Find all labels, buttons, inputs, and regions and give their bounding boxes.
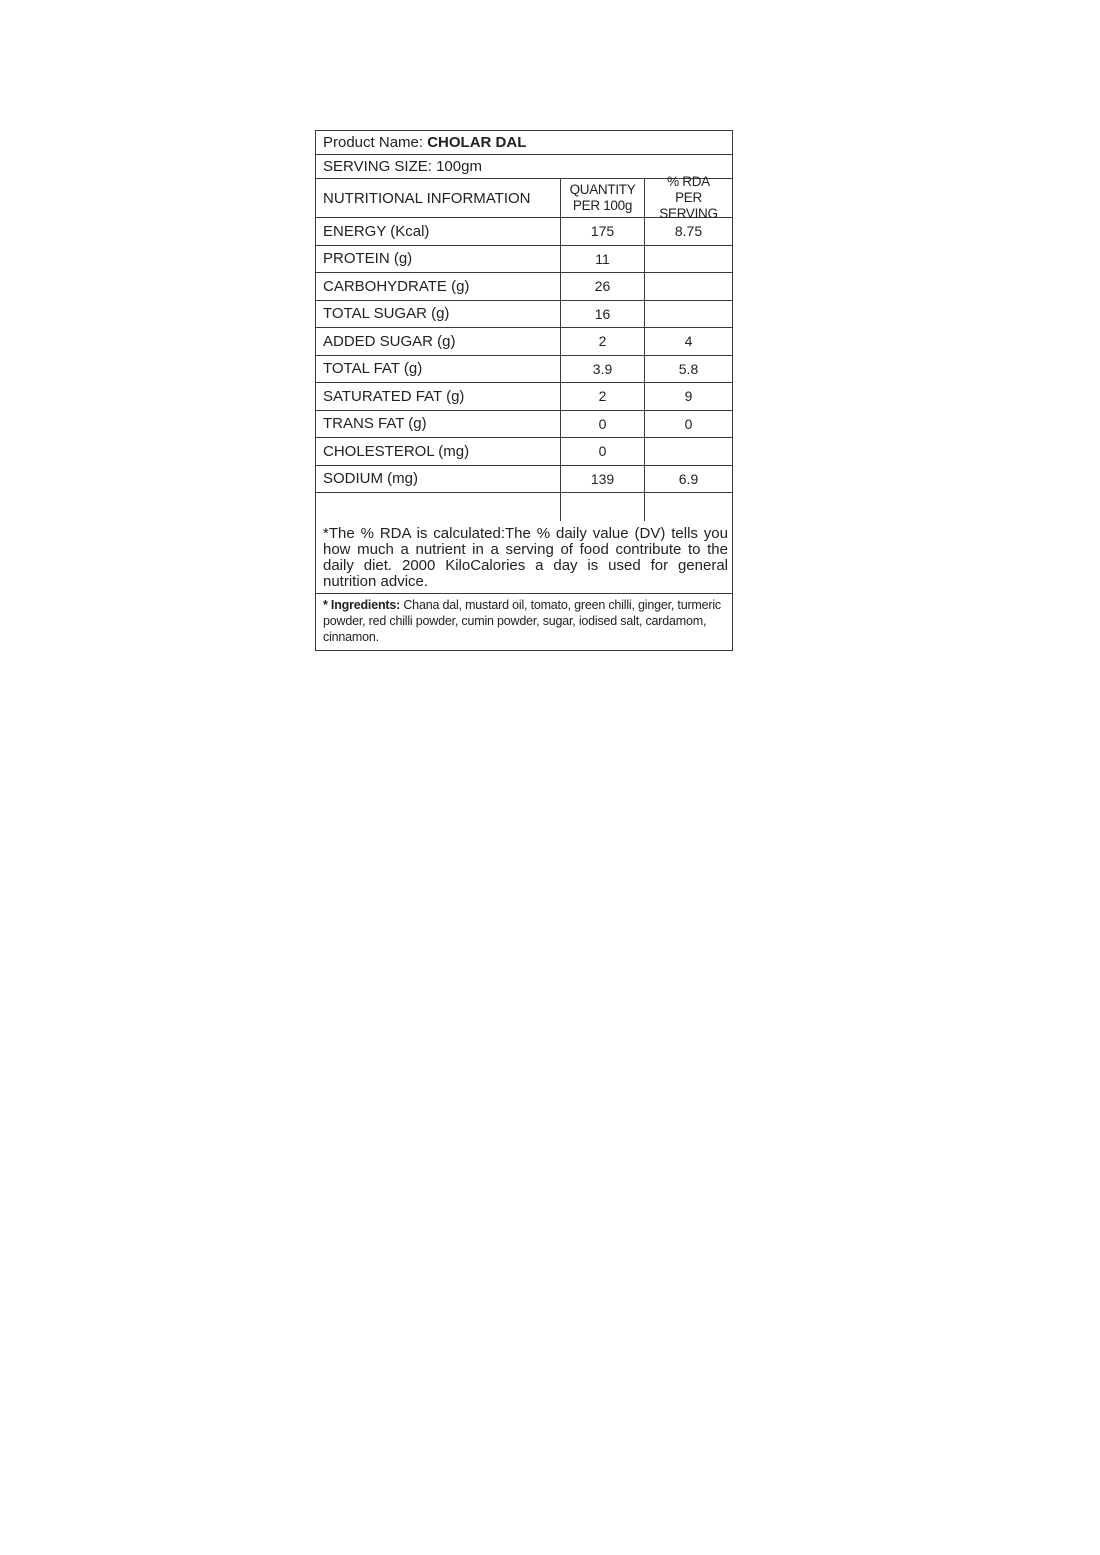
rda-value: 9: [684, 388, 693, 405]
nutrition-label: [315, 130, 733, 651]
table-row: [316, 383, 732, 411]
nutrient-name: TRANS FAT (g): [316, 411, 561, 438]
rda-value: 0: [684, 415, 693, 432]
nutrient-name: TOTAL SUGAR (g): [316, 301, 561, 328]
rda-value: [645, 493, 732, 521]
table-row: [316, 246, 732, 274]
nutrient-name: TOTAL FAT (g): [316, 356, 561, 383]
quantity-value: 3.9: [561, 356, 645, 383]
header-rda-line1: % RDA: [667, 174, 710, 189]
rda-value: [645, 246, 732, 273]
nutrient-name: ENERGY (Kcal): [316, 218, 561, 245]
table-row: [316, 438, 732, 466]
quantity-value: 2: [561, 383, 645, 410]
table-row: [316, 466, 732, 494]
product-name-label: Product Name:: [323, 134, 424, 151]
header-rda-line2: PER SERVING: [659, 190, 718, 221]
quantity-value: 16: [561, 301, 645, 328]
nutrient-rows: [316, 218, 732, 521]
serving-size: SERVING SIZE: 100gm: [323, 158, 482, 175]
header-quantity-line2: PER 100g: [572, 198, 633, 213]
rda-value: 5.8: [678, 360, 699, 377]
header-quantity: [561, 179, 645, 217]
rda-value: 6.9: [678, 470, 699, 487]
quantity-value: 0: [561, 438, 645, 465]
rda-value: [645, 301, 732, 328]
quantity-value: 0: [561, 411, 645, 438]
table-row: [316, 493, 732, 521]
quantity-value: 2: [561, 328, 645, 355]
ingredients-label: * Ingredients:: [323, 598, 401, 613]
nutrient-name: SATURATED FAT (g): [316, 383, 561, 410]
header-nutritional-information: NUTRITIONAL INFORMATION: [316, 179, 561, 217]
table-row: [316, 273, 732, 301]
product-name-row: [316, 131, 732, 155]
table-header-row: [316, 174, 732, 221]
nutrient-name: CHOLESTEROL (mg): [316, 438, 561, 465]
nutrient-name: SODIUM (mg): [316, 466, 561, 493]
nutrient-name: [316, 493, 561, 521]
ingredients-text: Chana dal, mustard oil, tomato, green chilli, ginger, turmeric powder, red chilli powder, cumin powder, sugar, iodised salt, cardamom, cinnamon.: [323, 598, 721, 645]
rda-value: 8.75: [674, 223, 703, 240]
quantity-value: 139: [561, 466, 645, 493]
table-row: [316, 301, 732, 329]
rda-value: [645, 273, 732, 300]
nutrient-name: CARBOHYDRATE (g): [316, 273, 561, 300]
quantity-value: 175: [561, 218, 645, 245]
table-row: [316, 328, 732, 356]
rda-value: [645, 438, 732, 465]
table-row: [316, 411, 732, 439]
quantity-value: 11: [561, 246, 645, 273]
product-name-value: CHOLAR DAL: [427, 134, 527, 151]
quantity-value: [561, 493, 645, 521]
quantity-value: 26: [561, 273, 645, 300]
nutrient-name: ADDED SUGAR (g): [316, 328, 561, 355]
header-rda: [645, 174, 732, 221]
nutrient-name: PROTEIN (g): [316, 246, 561, 273]
header-quantity-line1: QUANTITY: [569, 182, 636, 197]
table-row: [316, 356, 732, 384]
ingredients-row: [316, 594, 732, 650]
rda-value: 4: [684, 333, 693, 350]
rda-note: *The % RDA is calculated:The % daily value (DV) tells you how much a nutrient in a serving of food contribute to the daily diet. 2000 KiloCalories a day is used for general nutrition advice.: [316, 521, 732, 595]
table-row: [316, 218, 732, 246]
